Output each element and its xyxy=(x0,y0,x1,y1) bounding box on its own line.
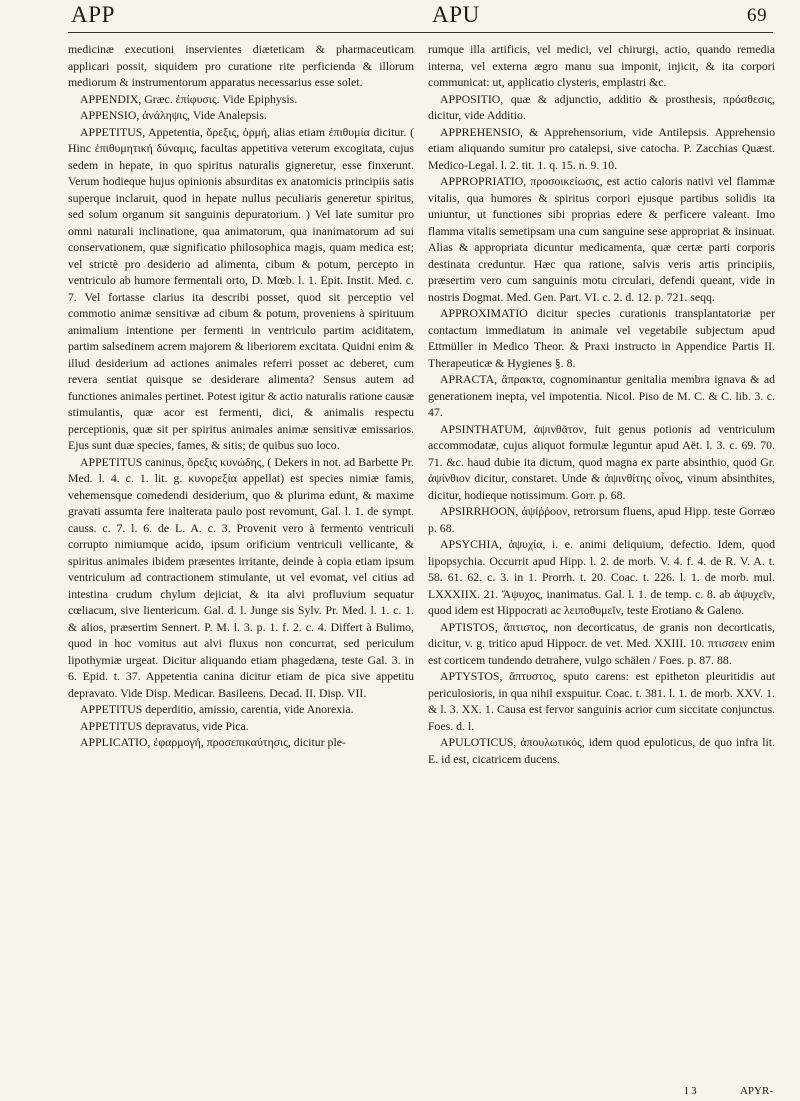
right-entry: APSIRRHOON, ἀψίῤῥοον, retrorsum fluens, apud Hipp. teste Gorræo p. 68. xyxy=(428,504,775,535)
page-number: 69 xyxy=(747,5,768,26)
right-entry: APPROXIMATIO dicitur species curationis transplantatoriæ per contactum immediatum in animale vel vegetabile subjectum apud Ettmüller in Medico Theor. & Praxi instructo in Appendice Partis II. Therapeuticæ & Hygienes §. 8. xyxy=(428,306,775,370)
right-entry: rumque illa artificis, vel medici, vel chirurgi, actio, quando remedia interna, vel externa ægro manu sua imponit, injicit, & ita corpori communicat: ut, applicatio clysteris, emplastri &c. xyxy=(428,42,775,89)
right-entry: APSYCHIA, ἀψυχία, i. e. animi deliquium, defectio. Idem, quod lipopsychia. Occurrit apud Hipp. l. 2. de morb. V. 4. f. 4. de R. V. A. t. 58. 61. 62. c. 3. in 1. Prorrh. t. 20. Coac. t. 226. l. 1. de morb. mul. LXXXIIX. 21. Ἄψυχος, inanimatus. Gal. l. 1. de temp. c. 8. ab ἀψυχεῖν, quod idem est Hippocrati ac λειποθυμεῖν, teste Erotiano & Galeno. xyxy=(428,537,775,617)
header-right-word: APU xyxy=(432,2,480,27)
catchword: APYR- xyxy=(739,1085,773,1097)
right-entry: APTISTOS, ἄπτιστος, non decorticatus, de granis non decorticatis, dicitur, v. g. tritico apud Hippocr. de vet. Med. XXIII. 10. πτισσειν enim est corticem tundendo detrahere, vulgo schälen / Foes. p. 87. 88. xyxy=(428,619,775,667)
right-entry: APRACTA, ἄπρακτα, cognominantur genitalia membra ignava & ad generationem inepta, vel impotentia. Nicol. Piso de M. C. & C. lib. 3. c. 47. xyxy=(428,372,775,419)
right-column xyxy=(428,41,775,767)
left-entry: APPETITUS, Appetentia, ὄρεξις, ὁρμή, alias etiam ἐπιθυμία dicitur. ( Hinc ἐπιθυμητική δύναμις, facultas appetitiva veterum excogitata, cujus sedem in hepate, in quo spiritus naturalis gigneretur, esse finxerunt. Verum hodieque hujus opinionis absurditas ex anatomicis principiis satis superque inclaruit, quod in hepate nullus peculiaris generetur spiritus, sed solum organum sit sanguinis depuratorium. ) Vel late sumitur pro omni naturali inclinatione, qua animatorum, qua inanimatorum ad sui conservationem, quæ significatio philosophica magis, quam medica est; vel strictè pro desiderio ad alimenta, cibum & potum, percepto in ventriculo ab humore fermentali orto, D. Mœb. l. 1. Epit. Instit. Med. c. 7. Vel fortasse clarius ita describi posset, quod sit perceptio vel commotio animæ sensitivæ ad cibum & potum, proveniens à spirituum animalium intentione per fermenti in ventriculo partim aciditatem, partim salsedinem acrem majorem & liberiorem excitata. Quidni enim & illud desiderium ad actiones animales referri posset ac deberet, cum revera sentiat quisque se desiderare alimenta? Sensus autem ad functiones animales pertinet. Potest igitur & actio naturalis ratione causæ stimulantis, quæ acor est fermenti, dici, & animalis respectu perceptionis, quæ sit per spiritus animales animæ sensitivæ emissarios. Ejus sunt duæ species, fames, & sitis; de quibus suo loco. xyxy=(68,124,414,452)
right-entry: APTYSTOS, ἄπτυστος, sputo carens: est epitheton pleuritidis aut periculosioris, in qua nihil exspuitur. Coac. t. 381. l. 1. de morb. XXV. 1. & l. 3. XX. 1. Causa est fervor sanguinis acrior cum siccitate conjunctus. Foes. d. l. xyxy=(428,669,775,733)
left-entry: APPENSIO, ἀνάληψις, Vide Analepsis. xyxy=(80,108,267,122)
right-entry: APULOTICUS, ἀπουλωτικός, idem quod epuloticus, de quo infra lit. E. id est, cicatricem ducens. xyxy=(428,735,775,766)
header-left-word: APP xyxy=(71,2,115,27)
left-entry: APPETITUS depravatus, vide Pica. xyxy=(80,718,249,733)
running-header xyxy=(0,2,800,32)
right-entry: APPOSITIO, quæ & adjunctio, additio & prosthesis, πρόσθεσις, dicitur, vide Additio. xyxy=(428,91,775,122)
left-entry: APPLICATIO, ἐφαρμογή, προσεπικαύτησις, dicitur ple- xyxy=(80,735,346,749)
left-entry: APPETITUS caninus, ὄρεξις κυνώδης, ( Dekers in not. ad Barbette Pr. Med. l. 4. c. 1. lit. g. κυνορεξία appellat) est species nimiæ famis, vehemensque comedendi desiderium, quo & plurima edunt, & maxime gravati assumta fere inalterata paulo post revomunt, Gal. l. 1. de sympt. causs. c. 7. l. 6. de L. A. c. 3. Provenit vero à fermento ventriculi corrupto nimiumque acido, ipsum orificium ventriculi vellicante, & spiritus animales ibidem præsentes irritante, deinde à copia etiam ipsum ventriculum ad contractionem stimulante, ut vel evomat, vel citius ad intestina crudum chylum dejiciat, & ita alvi profluvium sequatur cœliacum, sive lientericum. Gal. d. l. Junge sis Sylv. Pr. Med. l. 1. c. 1. & alios, præsertim Sennert. P. M. l. 3. p. 1. f. 2. c. 4. Differt à Bulimo, quod in hoc vomitus aut alvi fluxus non concurrat, sed periculum lipothymiæ urgeat. Dicitur aliquando etiam phagedæna, teste Gal. 3. in 6. Epid. t. 37. Appetentia canina dicitur etiam de pica sive appetitu depravato. Vide Disp. Medicar. Basileens. Decad. II. Disp. VII. xyxy=(68,454,414,700)
right-entry: APPROPRIATIO, προσοικείωσις, est actio caloris nativi vel flammæ vitalis, qua humores & spiritus corpori ejusque partibus solidis ita uniuntur, ut functiones sibi proprias edere & perficere valeant. Imo flamma vitalis semetipsam una cum sanguine sese appropriat & insinuat. Alias & appropriata dicuntur medicamenta, quæ certæ parti corporis destinata creduntur. Hæc qua ratione, salvis veris artis principiis, præsertim vero cum sanguinis motu circulari, defendi queant, vide in nostris Dogmat. Med. Gen. Part. VI. c. 2. d. 12. p. 721. seqq. xyxy=(428,174,775,304)
left-entry: APPETITUS deperditio, amissio, carentia, vide Anorexia. xyxy=(80,702,354,716)
header-rule xyxy=(68,32,773,33)
page-footer xyxy=(685,1085,773,1097)
left-column xyxy=(68,41,414,751)
right-entry: APSINTHATUM, ἀψινθᾶτον, fuit genus potionis ad ventriculum accommodatæ, cujus aliquot formulæ leguntur apud Aët. l. 3. c. 69. 70. 71. &c. haud dubie ita dictum, quod magna ex parte absinthio, quod Gr. ἀψίνθιον dicitur, constaret. Unde & ἀψινθίτης οἶνος, vinum absinthites, dicitur, hodieque notissimum. Gorr. p. 68. xyxy=(428,421,775,502)
left-entry: medicinæ executioni inservientes diæteticam & pharmaceuticam applicari possit, siquidem pro curatione rite perficienda & illorum mediorum & instrumentorum apparatus necessarius esse solet. xyxy=(68,42,414,89)
left-entry: APPENDIX, Græc. ἐπίφυσις. Vide Epiphysis. xyxy=(80,91,298,106)
right-entry: APPREHENSIO, & Apprehensorium, vide Antilepsis. Apprehensio etiam aliquando sumitur pro catalepsi, sive catocha. P. Zacchias Quæst. Medico-Legal. l. 2. tit. 1. q. 15. n. 9. 10. xyxy=(428,124,775,172)
signature-mark: I 3 xyxy=(684,1085,697,1097)
